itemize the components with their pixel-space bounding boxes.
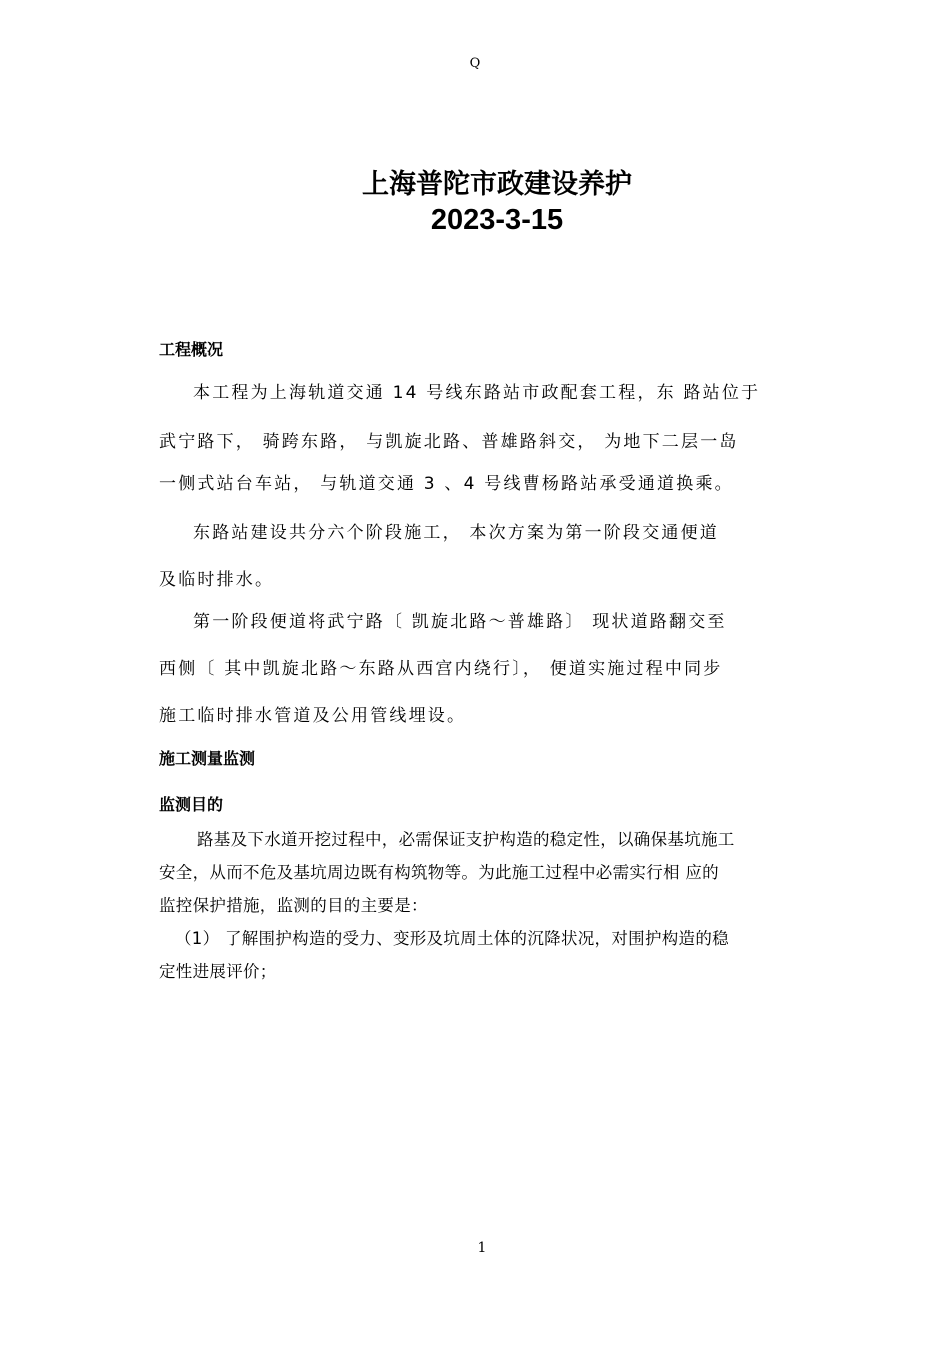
paragraph-line: 安全，从而不危及基坑周边既有构筑物等。为此施工过程中必需实行相 应的 bbox=[159, 863, 719, 882]
paragraph-line: 施工临时排水管道及公用管线埋设。 bbox=[159, 706, 467, 726]
section-heading-overview: 工程概况 bbox=[159, 340, 224, 359]
paragraph-line: 第一阶段便道将武宁路〔 凯旋北路～普雄路〕 现状道路翻交至 bbox=[193, 612, 727, 632]
header-mark: Q bbox=[469, 56, 481, 71]
paragraph-line: 武宁路下， 骑跨东路， 与凯旋北路、普雄路斜交， 为地下二层一岛 bbox=[159, 432, 739, 452]
page-number: 1 bbox=[477, 1240, 487, 1256]
paragraph-line: 本工程为上海轨道交通 14 号线东路站市政配套工程，东 路站位于 bbox=[193, 383, 761, 403]
paragraph-line: 西侧〔 其中凯旋北路～东路从西宫内绕行〕， 便道实施过程中同步 bbox=[159, 659, 723, 679]
paragraph-line: 一侧式站台车站， 与轨道交通 3 、4 号线曹杨路站承受通道换乘。 bbox=[159, 474, 734, 494]
list-item-line: 定性进展评价； bbox=[159, 962, 277, 981]
section-heading-survey: 施工测量监测 bbox=[159, 749, 256, 768]
paragraph-line: 及临时排水。 bbox=[159, 570, 275, 590]
document-date: 2023-3-15 bbox=[430, 204, 564, 236]
paragraph-line: 监控保护措施，监测的目的主要是： bbox=[159, 896, 428, 915]
paragraph-line: 东路站建设共分六个阶段施工， 本次方案为第一阶段交通便道 bbox=[193, 523, 720, 543]
list-item-line: （1） 了解围护构造的受力、变形及坑周土体的沉降状况，对围护构造的稳 bbox=[175, 929, 729, 948]
paragraph-line: 路基及下水道开挖过程中，必需保证支护构造的稳定性，以确保基坑施工 bbox=[197, 830, 735, 849]
document-title: 上海普陀市政建设养护 bbox=[362, 169, 632, 200]
section-heading-purpose: 监测目的 bbox=[159, 795, 224, 814]
